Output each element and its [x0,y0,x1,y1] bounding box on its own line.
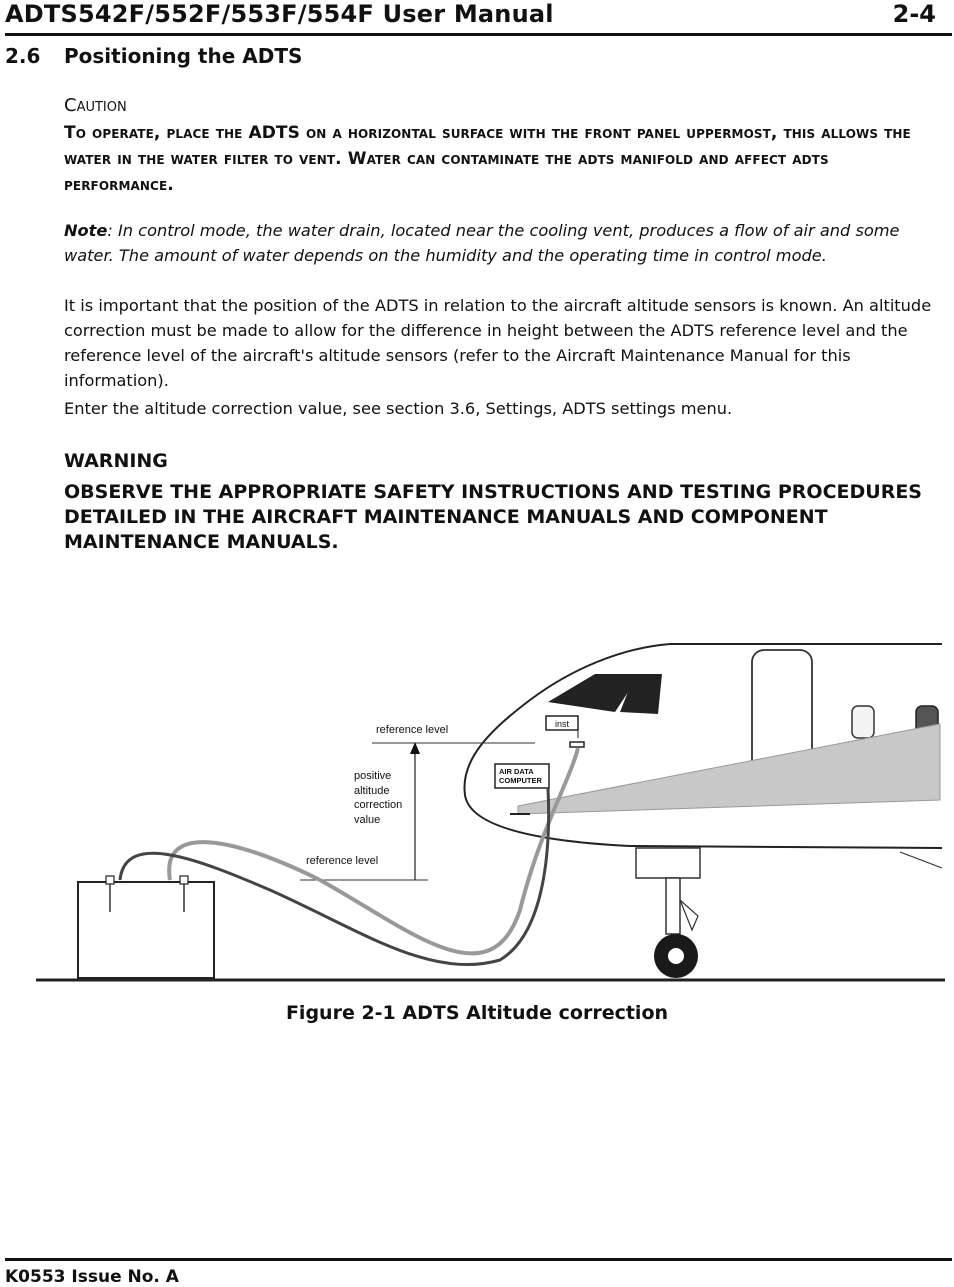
adts-port [106,876,114,884]
altitude-arrow-head [410,742,420,754]
caution-text: To operate, place the ADTS on a horizontal surface with the front panel uppermost, this allows the water in the water filter to vent. Water can contaminate the adts manifold and affect adts performance. [64,123,911,195]
gear-strut [666,878,680,934]
positive-label: positive [354,770,392,782]
nose-wheel-hub [668,948,684,964]
aircraft-window [852,706,874,738]
paragraph-altitude-position: It is important that the position of the ADTS in relation to the aircraft altitude sensors is known. An altitude correction must be made to allow for the difference in height between the ADTS reference level and the reference level of the aircraft's altitude sensors (refer to the Aircraft Maintenance Manual for this information). [64,296,932,390]
caution-heading: Caution [64,95,127,116]
note-text: : In control mode, the water drain, located near the cooling vent, produces a flow of air and some water. The amount of water depends on the humidity and the operating time in control mode. [64,221,900,265]
section-number: 2.6 [5,44,41,68]
footer-text: K0553 Issue No. A [5,1267,179,1287]
section-title: Positioning the ADTS [64,44,303,68]
gear-link [680,900,698,930]
reference-level-bottom-label: reference level [306,855,379,867]
adts-unit [78,882,214,978]
altitude-label: altitude [354,785,390,797]
footer-rule [5,1258,952,1261]
inst-label: inst [554,719,570,729]
adc-label-line2: COMPUTER [499,776,542,785]
aircraft-belly [900,852,942,868]
note-label: Note [64,221,108,240]
page-header-title: ADTS542F/552F/553F/554F User Manual [5,0,554,28]
correction-label: correction [354,799,403,811]
gear-bay [636,848,700,878]
header-rule [5,33,952,36]
reference-level-top-label: reference level [376,724,449,736]
paragraph-enter-correction: Enter the altitude correction value, see section 3.6, Settings, ADTS settings menu. [64,399,733,418]
static-port [570,742,584,747]
value-label: value [354,814,381,826]
adts-port [180,876,188,884]
adc-label-line1: AIR DATA [499,767,534,776]
note [64,218,944,268]
page-number: 2-4 [892,0,936,28]
warning-heading: WARNING [64,450,168,472]
altitude-correction-figure [30,630,950,990]
warning-text: OBSERVE THE APPROPRIATE SAFETY INSTRUCTIONS AND TESTING PROCEDURES DETAILED IN THE AIRCRAFT MAINTENANCE MANUALS AND COMPONENT MAINTENANCE MANUALS. [64,481,922,553]
figure-caption: Figure 2-1 ADTS Altitude correction [285,1002,669,1024]
